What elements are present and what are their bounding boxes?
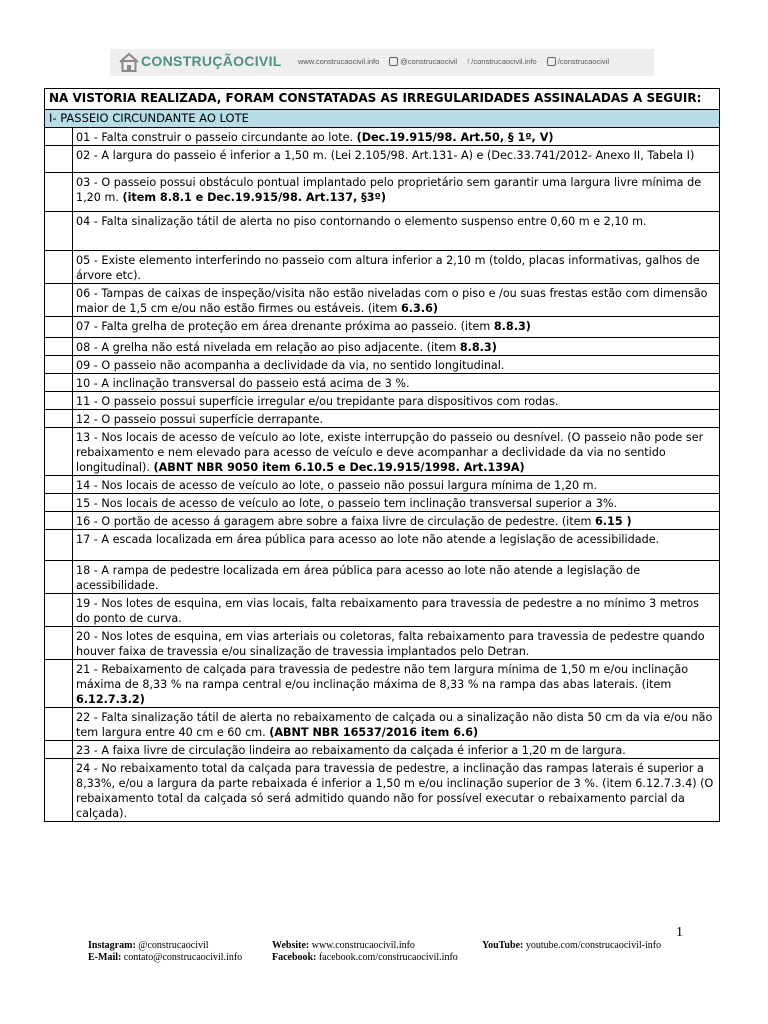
instagram-icon — [389, 57, 398, 66]
table-row — [45, 374, 720, 392]
table-row — [45, 708, 720, 741]
table-row — [45, 594, 720, 627]
table-row — [45, 660, 720, 708]
item-description: 03 - O passeio possui obstáculo pontual implantado pelo proprietário sem garantir uma largura livre mínima de 1,20 m. — [76, 176, 702, 204]
table-row — [45, 410, 720, 428]
banner-youtube-label: /construcaocivil — [557, 57, 610, 66]
checkbox-cell[interactable] — [45, 741, 73, 759]
item-reference: (ABNT NBR 16537/2016 item 6.6) — [269, 726, 479, 739]
brand-name: CONSTRUÇÃOCIVIL — [141, 53, 282, 69]
item-reference: 6.3.6) — [401, 302, 438, 315]
item-description: 02 - A largura do passeio é inferior a 1,50 m. (Lei 2.105/98. Art.131- A) e (Dec.33.741/2012- Anexo II, Tabela I) — [76, 149, 695, 162]
footer-website-label: Website: — [272, 940, 310, 951]
checkbox-cell[interactable] — [45, 146, 73, 173]
table-row — [45, 212, 720, 251]
table-row — [45, 741, 720, 759]
youtube-icon — [547, 57, 556, 66]
item-text — [73, 317, 720, 338]
item-description: 01 - Falta construir o passeio circundante ao lote. — [76, 131, 357, 144]
page-number: 1 — [676, 925, 683, 940]
checkbox-cell[interactable] — [45, 128, 73, 146]
checkbox-cell[interactable] — [45, 759, 73, 822]
table-row — [45, 759, 720, 822]
item-description: 15 - Nos locais de acesso de veículo ao lote, o passeio tem inclinação transversal superior a 3%. — [76, 497, 618, 510]
item-text — [73, 530, 720, 561]
table-row — [45, 317, 720, 338]
checkbox-cell[interactable] — [45, 392, 73, 410]
banner-links — [298, 57, 609, 67]
item-text — [73, 374, 720, 392]
checkbox-cell[interactable] — [45, 212, 73, 251]
item-reference: (item 8.8.1 e Dec.19.915/98. Art.137, §3º) — [122, 191, 386, 204]
section-row — [45, 110, 720, 128]
checkbox-cell[interactable] — [45, 627, 73, 660]
footer-email-label: E-Mail: — [88, 952, 122, 963]
item-text — [73, 251, 720, 284]
item-reference: 6.12.7.3.2) — [76, 693, 145, 706]
checkbox-cell[interactable] — [45, 530, 73, 561]
item-text — [73, 212, 720, 251]
item-text — [73, 561, 720, 594]
banner-facebook-label: /construcaocivil.info — [471, 57, 537, 66]
item-text — [73, 338, 720, 356]
table-row — [45, 146, 720, 173]
item-description: 22 - Falta sinalização tátil de alerta no rebaixamento de calçada ou a sinalização não dista 50 cm da via e/ou não tem largura entre 40 cm e 60 cm. — [76, 711, 713, 739]
item-description: 21 - Rebaixamento de calçada para travessia de pedestre não tem largura mínima de 1,50 m e/ou inclinação máxima de 8,33 % na rampa central e/ou inclinação máxima de 8,33 % na rampa das abas laterais. (item — [76, 663, 689, 691]
item-description: 20 - Nos lotes de esquina, em vias arteriais ou coletoras, falta rebaixamento para travessia de pedestre quando houver faixa de travessia e/ou sinalização de travessia implantados pelo Detran. — [76, 630, 705, 658]
footer-col-web — [272, 940, 458, 964]
item-text — [73, 708, 720, 741]
item-description: 13 - Nos locais de acesso de veículo ao lote, existe interrupção do passeio ou desnível. (O passeio não pode ser rebaixamento e nem elevado para acesso de veículo e deve acompanhar a declividade da via no sentido longitudinal). — [76, 431, 704, 474]
item-text — [73, 494, 720, 512]
item-description: 09 - O passeio não acompanha a declividade da via, no sentido longitudinal. — [76, 359, 505, 372]
checkbox-cell[interactable] — [45, 708, 73, 741]
checkbox-cell[interactable] — [45, 374, 73, 392]
item-description: 19 - Nos lotes de esquina, em vias locais, falta rebaixamento para travessia de pedestre a no mínimo 3 metros do ponto de curva. — [76, 597, 699, 625]
table-row — [45, 530, 720, 561]
item-text — [73, 476, 720, 494]
table-row — [45, 251, 720, 284]
table-row — [45, 561, 720, 594]
checkbox-cell[interactable] — [45, 284, 73, 317]
table-row — [45, 476, 720, 494]
item-text — [73, 392, 720, 410]
item-description: 17 - A escada localizada em área pública para acesso ao lote não atende a legislação de acessibilidade. — [76, 533, 660, 546]
footer-youtube[interactable]: youtube.com/construcaocivil-info — [523, 940, 662, 951]
header-banner — [110, 49, 654, 76]
item-description: 07 - Falta grelha de proteção em área drenante próxima ao passeio. (item — [76, 320, 494, 333]
table-title: NA VISTORIA REALIZADA, FORAM CONSTATADAS AS IRREGULARIDADES ASSINALADAS A SEGUIR: — [45, 89, 720, 110]
item-description: 16 - O portão de acesso á garagem abre sobre a faixa livre de circulação de pedestre. (item — [76, 515, 596, 528]
item-text — [73, 660, 720, 708]
item-description: 18 - A rampa de pedestre localizada em área pública para acesso ao lote não atende a legislação de acessibilidade. — [76, 564, 641, 592]
footer-youtube-label: YouTube: — [482, 940, 524, 951]
item-description: 08 - A grelha não está nivelada em relação ao piso adjacente. (item — [76, 341, 460, 354]
item-description: 23 - A faixa livre de circulação lindeira ao rebaixamento da calçada é inferior a 1,20 m de largura. — [76, 744, 626, 757]
checkbox-cell[interactable] — [45, 594, 73, 627]
irregularities-checklist — [44, 88, 720, 822]
item-reference: 8.8.3) — [493, 320, 531, 333]
item-reference: (ABNT NBR 9050 item 6.10.5 e Dec.19.915/1998. Art.139A) — [153, 461, 525, 474]
footer-website[interactable]: www.construcaocivil.info — [309, 940, 415, 951]
section-title: I- PASSEIO CIRCUNDANTE AO LOTE — [45, 110, 720, 128]
banner-youtube[interactable] — [547, 57, 609, 67]
item-text — [73, 428, 720, 476]
checkbox-cell[interactable] — [45, 428, 73, 476]
footer-instagram-label: Instagram: — [88, 940, 136, 951]
item-text — [73, 594, 720, 627]
table-row — [45, 512, 720, 530]
item-text — [73, 410, 720, 428]
item-description: 12 - O passeio possui superfície derrapante. — [76, 413, 324, 426]
item-text — [73, 627, 720, 660]
table-title-row — [45, 89, 720, 110]
checkbox-cell[interactable] — [45, 660, 73, 708]
item-text — [73, 284, 720, 317]
banner-website[interactable]: www.construcaocivil.info — [298, 57, 380, 66]
footer-email[interactable]: contato@construcaocivil.info — [121, 952, 243, 963]
item-text — [73, 128, 720, 146]
checkbox-cell[interactable] — [45, 512, 73, 530]
facebook-icon: f — [467, 57, 470, 66]
table-row — [45, 428, 720, 476]
table-row — [45, 173, 720, 212]
table-row — [45, 356, 720, 374]
item-text — [73, 356, 720, 374]
footer-instagram[interactable]: @construcaocivil — [135, 940, 209, 951]
checkbox-cell[interactable] — [45, 494, 73, 512]
banner-facebook[interactable] — [467, 57, 537, 67]
footer-facebook[interactable]: facebook.com/construcaocivil.info — [316, 952, 458, 963]
item-reference: 8.8.3) — [459, 341, 497, 354]
checkbox-cell[interactable] — [45, 410, 73, 428]
footer-col-contact — [88, 940, 242, 964]
banner-instagram[interactable] — [389, 57, 457, 67]
item-description: 24 - No rebaixamento total da calçada para travessia de pedestre, a inclinação das rampas laterais é superior a 8,33%, e/ou a largura da parte rebaixada é inferior a 1,50 m e/ou inclinação superior de 3 %. (item 6.12.7.3.4) (O rebaixamento total da calçada só será admitido quando não for possível executar o rebaixamento parcial da calçada). — [76, 762, 714, 820]
item-reference: 6.15 ) — [595, 515, 632, 528]
item-text — [73, 146, 720, 173]
item-description: 10 - A inclinação transversal do passeio está acima de 3 %. — [76, 377, 410, 390]
item-text — [73, 512, 720, 530]
item-text — [73, 759, 720, 822]
checkbox-cell[interactable] — [45, 338, 73, 356]
item-description: 11 - O passeio possui superfície irregular e/ou trepidante para dispositivos com rodas. — [76, 395, 559, 408]
item-description: 05 - Existe elemento interferindo no passeio com altura inferior a 2,10 m (toldo, placas informativas, galhos de árvore etc). — [76, 254, 700, 282]
footer-col-youtube — [482, 940, 661, 952]
house-logo-icon — [118, 51, 140, 73]
table-row — [45, 128, 720, 146]
banner-instagram-label: @construcaocivil — [400, 57, 458, 66]
item-description: 14 - Nos locais de acesso de veículo ao lote, o passeio não possui largura mínima de 1,20 m. — [76, 479, 598, 492]
checkbox-cell[interactable] — [45, 317, 73, 338]
checkbox-cell[interactable] — [45, 251, 73, 284]
checkbox-cell[interactable] — [45, 561, 73, 594]
checkbox-cell[interactable] — [45, 356, 73, 374]
footer-facebook-label: Facebook: — [272, 952, 317, 963]
table-row — [45, 627, 720, 660]
page-footer — [88, 940, 708, 966]
table-row — [45, 392, 720, 410]
table-row — [45, 494, 720, 512]
item-reference: (Dec.19.915/98. Art.50, § 1º, V) — [356, 131, 554, 144]
item-description: 04 - Falta sinalização tátil de alerta no piso contornando o elemento suspenso entre 0,60 m e 2,10 m. — [76, 215, 647, 228]
item-text — [73, 741, 720, 759]
checkbox-cell[interactable] — [45, 173, 73, 212]
checkbox-cell[interactable] — [45, 476, 73, 494]
item-text — [73, 173, 720, 212]
table-row — [45, 338, 720, 356]
table-row — [45, 284, 720, 317]
item-description: 06 - Tampas de caixas de inspeção/visita não estão niveladas com o piso e /ou suas frestas estão com dimensão maior de 1,5 cm e/ou não estão firmes ou estáveis. (item — [76, 287, 708, 315]
